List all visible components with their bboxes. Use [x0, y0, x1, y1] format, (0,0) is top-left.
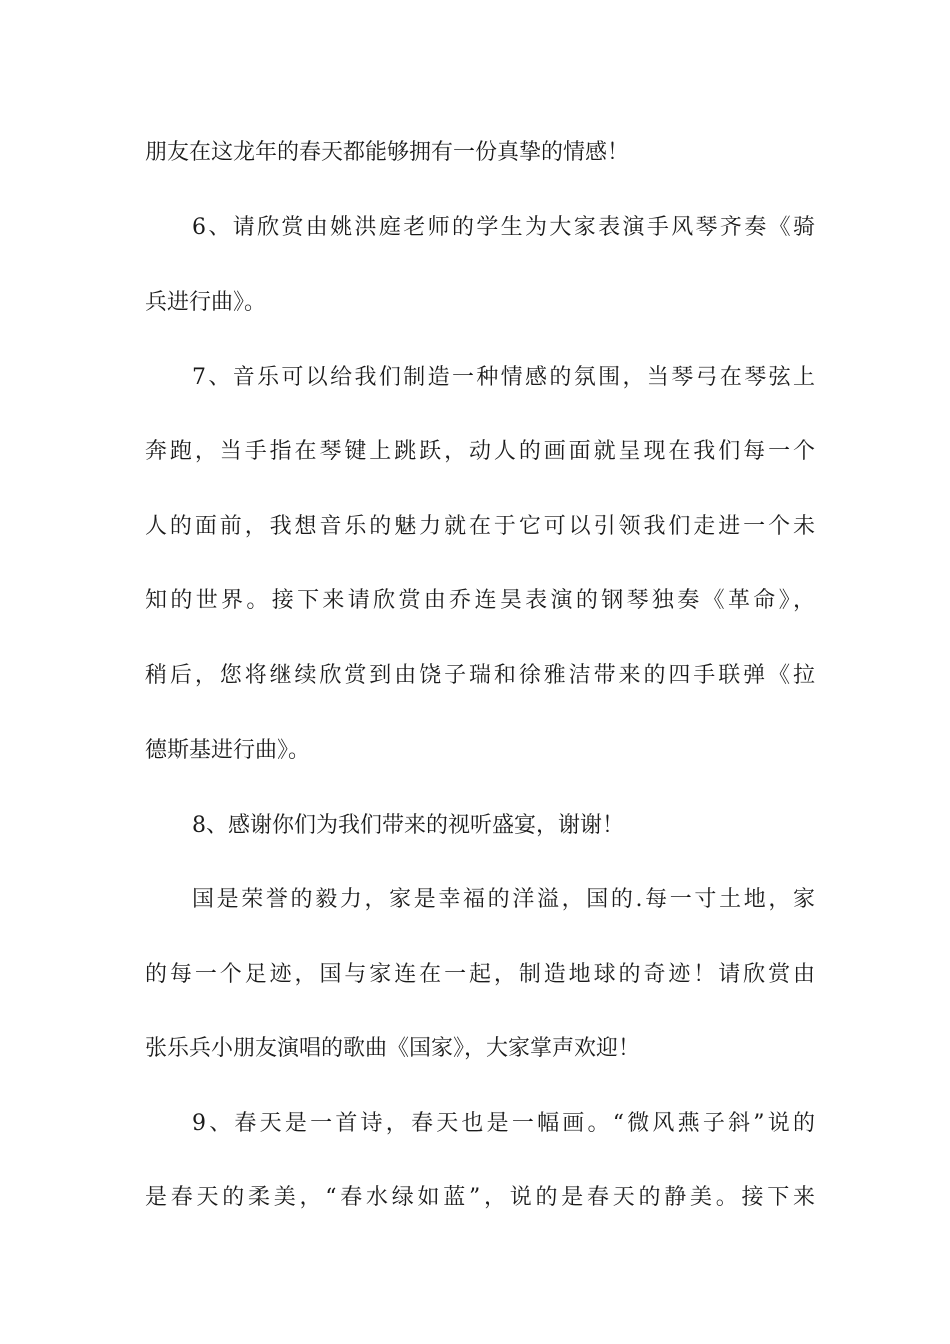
paragraph-7-line-6: 德斯基进行曲》。 — [145, 738, 311, 763]
paragraph-country-line-3: 张乐兵小朋友演唱的歌曲《国家》，大家掌声欢迎！ — [145, 1036, 641, 1061]
paragraph-7-line-5: 稍后，您将继续欣赏到由饶子瑞和徐雅洁带来的四手联弹《拉 — [145, 663, 815, 688]
paragraph-7-line-3: 人的面前，我想音乐的魅力就在于它可以引领我们走进一个未 — [145, 514, 815, 539]
text-line: 朋友在这龙年的春天都能够拥有一份真挚的情感！ — [145, 140, 630, 165]
paragraph-country-line-2: 的每一个足迹，国与家连在一起，制造地球的奇迹！请欣赏由 — [145, 962, 815, 987]
paragraph-6-line-1: 6、请欣赏由姚洪庭老师的学生为大家表演手风琴齐奏《骑 — [192, 215, 815, 240]
paragraph-6-line-2: 兵进行曲》。 — [145, 290, 267, 315]
paragraph-9-line-2: 是春天的柔美，“春水绿如蓝”，说的是春天的静美。接下来 — [145, 1185, 815, 1210]
paragraph-9-line-1: 9、春天是一首诗，春天也是一幅画。“微风燕子斜”说的 — [192, 1111, 815, 1136]
paragraph-7-line-2: 奔跑，当手指在琴键上跳跃，动人的画面就呈现在我们每一个 — [145, 439, 815, 464]
paragraph-8-line-1: 8、感谢你们为我们带来的视听盛宴，谢谢！ — [192, 813, 624, 838]
paragraph-country-line-1: 国是荣誉的毅力，家是幸福的洋溢，国的.每一寸土地，家 — [192, 887, 815, 912]
paragraph-7-line-4: 知的世界。接下来请欣赏由乔连昊表演的钢琴独奏《革命》， — [145, 588, 815, 613]
paragraph-7-line-1: 7、音乐可以给我们制造一种情感的氛围，当琴弓在琴弦上 — [192, 365, 815, 390]
